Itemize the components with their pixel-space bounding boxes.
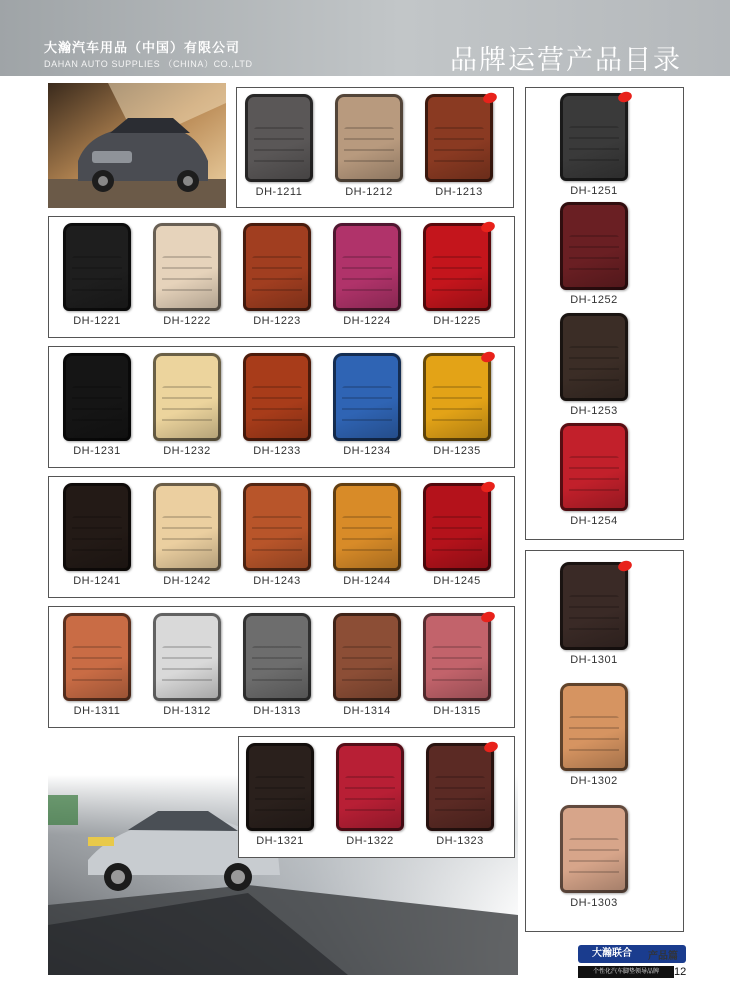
product-code: DH-1235 xyxy=(433,445,481,457)
product-code: DH-1224 xyxy=(343,315,391,327)
product-code: DH-1213 xyxy=(435,186,483,198)
product-code: DH-1243 xyxy=(253,575,301,587)
product-mat-image xyxy=(243,353,311,441)
product-code: DH-1314 xyxy=(343,705,391,717)
product-mat-image xyxy=(333,483,401,571)
header-banner xyxy=(0,0,730,76)
product-code: DH-1242 xyxy=(163,575,211,587)
product-code: DH-1221 xyxy=(73,315,121,327)
product-code: DH-1212 xyxy=(345,186,393,198)
brand-logo: 大瀚联合 xyxy=(578,945,686,963)
product-mat-image xyxy=(245,94,313,182)
product-code: DH-1233 xyxy=(253,445,301,457)
product-code: DH-1222 xyxy=(163,315,211,327)
product-mat-image xyxy=(243,613,311,701)
product-mat-image xyxy=(423,613,491,701)
product-code: DH-1313 xyxy=(253,705,301,717)
product-code: DH-1323 xyxy=(436,835,484,847)
product-code: DH-1245 xyxy=(433,575,481,587)
product-code: DH-1254 xyxy=(570,515,618,527)
product-code: DH-1312 xyxy=(163,705,211,717)
product-mat-image xyxy=(333,613,401,701)
product-mat-image xyxy=(153,613,221,701)
product-code: DH-1244 xyxy=(343,575,391,587)
product-code: DH-1241 xyxy=(73,575,121,587)
product-code: DH-1231 xyxy=(73,445,121,457)
product-mat-image xyxy=(153,353,221,441)
product-mat-image xyxy=(560,202,628,290)
product-code: DH-1301 xyxy=(570,654,618,666)
product-code: DH-1234 xyxy=(343,445,391,457)
product-mat-image xyxy=(333,353,401,441)
product-code: DH-1232 xyxy=(163,445,211,457)
catalog-title: 品牌运营产品目录 xyxy=(450,45,682,75)
product-mat-image xyxy=(560,562,628,650)
product-mat-image xyxy=(560,805,628,893)
product-mat-image xyxy=(243,223,311,311)
product-mat-image xyxy=(425,94,493,182)
product-code: DH-1225 xyxy=(433,315,481,327)
product-mat-image xyxy=(423,353,491,441)
company-name-en: DAHAN AUTO SUPPLIES （CHINA）CO.,LTD xyxy=(44,59,253,69)
product-mat-image xyxy=(246,743,314,831)
product-mat-image xyxy=(560,423,628,511)
product-code: DH-1211 xyxy=(255,186,303,198)
product-mat-image xyxy=(333,223,401,311)
product-code: DH-1311 xyxy=(73,705,121,717)
product-code: DH-1321 xyxy=(256,835,304,847)
page-number: 12 xyxy=(674,966,687,978)
product-code: DH-1223 xyxy=(253,315,301,327)
product-mat-image xyxy=(423,223,491,311)
product-mat-image xyxy=(153,223,221,311)
car-photo-top xyxy=(48,83,226,208)
product-code: DH-1252 xyxy=(570,294,618,306)
product-mat-image xyxy=(63,613,131,701)
product-mat-image xyxy=(335,94,403,182)
product-mat-image xyxy=(63,483,131,571)
product-mat-image xyxy=(560,313,628,401)
product-code: DH-1303 xyxy=(570,897,618,909)
product-code: DH-1253 xyxy=(570,405,618,417)
product-code: DH-1302 xyxy=(570,775,618,787)
product-mat-image xyxy=(63,353,131,441)
product-mat-image xyxy=(243,483,311,571)
product-mat-image xyxy=(560,93,628,181)
section-label: 产品篇 xyxy=(648,951,678,962)
product-mat-image xyxy=(153,483,221,571)
brand-slogan: 个性化汽车脚垫领导品牌 xyxy=(578,966,674,978)
product-code: DH-1251 xyxy=(570,185,618,197)
product-mat-image xyxy=(560,683,628,771)
company-name-cn: 大瀚汽车用品（中国）有限公司 xyxy=(44,40,241,55)
product-mat-image xyxy=(423,483,491,571)
product-mat-image xyxy=(336,743,404,831)
product-mat-image xyxy=(63,223,131,311)
product-mat-image xyxy=(426,743,494,831)
product-code: DH-1315 xyxy=(433,705,481,717)
product-code: DH-1322 xyxy=(346,835,394,847)
